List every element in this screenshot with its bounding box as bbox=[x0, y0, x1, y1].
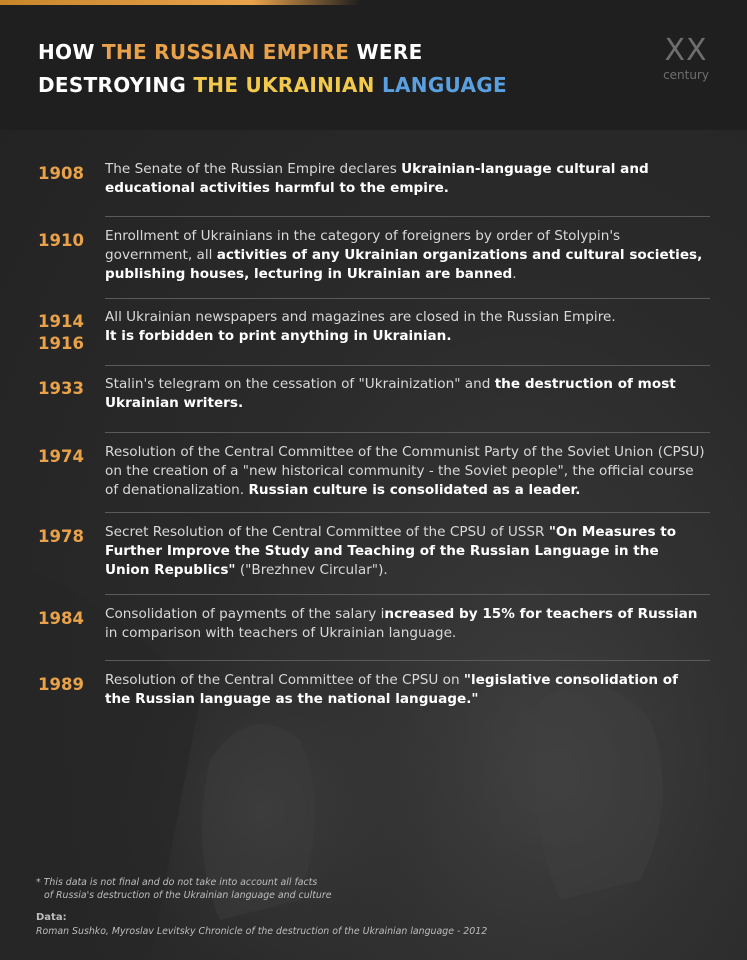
entry-divider bbox=[105, 432, 710, 433]
entry-text: in comparison with teachers of Ukrainian language. bbox=[105, 625, 457, 642]
footnote bbox=[36, 876, 331, 902]
entry-emphasis: activities of any Ukrainian organizations and cultural societies, publishing houses, lecturing in Ukrainian are banned bbox=[105, 247, 703, 283]
year-label: 1978 bbox=[38, 527, 84, 546]
timeline-entry bbox=[38, 523, 705, 581]
year-label: 1910 bbox=[38, 231, 84, 250]
page-title bbox=[38, 36, 507, 102]
data-label: Data: bbox=[36, 912, 67, 923]
entry-emphasis: the destruction of most Ukrainian writers. bbox=[105, 376, 676, 412]
entry-text: All Ukrainian newspapers and magazines are closed in the Russian Empire. bbox=[105, 309, 616, 325]
entry-description bbox=[105, 227, 705, 285]
source-citation: Roman Sushko, Myroslav Levitsky Chronicle of the destruction of the Ukrainian language - 2012 bbox=[36, 926, 488, 937]
century-roman-numeral: XX bbox=[664, 33, 708, 68]
entry-text: The Senate of the Russian Empire declares bbox=[105, 161, 402, 177]
year-label: 1989 bbox=[38, 675, 84, 694]
year-label: 1908 bbox=[38, 164, 84, 183]
entry-divider bbox=[105, 594, 710, 595]
title-text: DESTROYING bbox=[38, 73, 194, 97]
entry-text: Consolidation of payments of the salary i bbox=[105, 606, 385, 622]
entry-text: ("Brezhnev Circular"). bbox=[235, 562, 388, 579]
entry-emphasis: Russian culture is consolidated as a leader. bbox=[248, 482, 581, 499]
entry-emphasis: ncreased by 15% for teachers of Russian bbox=[384, 606, 698, 622]
title-text: HOW bbox=[38, 40, 102, 64]
century-label: century bbox=[663, 68, 709, 82]
entry-emphasis: "legislative consolidation of the Russian language as the national language." bbox=[105, 672, 679, 708]
footnote-line: of Russia's destruction of the Ukrainian language and culture bbox=[44, 890, 332, 901]
entry-text: Stalin's telegram on the cessation of "Ukrainization" and bbox=[105, 376, 495, 392]
entry-emphasis: "On Measures to Further Improve the Study and Teaching of the Russian Language in the Union Republics" bbox=[105, 524, 677, 579]
entry-year bbox=[38, 308, 105, 355]
entry-year bbox=[38, 227, 105, 285]
title-highlight-russian-empire: THE RUSSIAN EMPIRE bbox=[101, 40, 350, 64]
entry-description bbox=[105, 671, 705, 709]
timeline-entry bbox=[38, 671, 705, 709]
timeline-entry bbox=[38, 308, 705, 355]
entry-text: Resolution of the Central Committee of the CPSU on bbox=[105, 672, 464, 688]
entry-year bbox=[38, 671, 105, 709]
year-label: 1974 bbox=[38, 447, 84, 466]
entry-year bbox=[38, 523, 105, 581]
title-highlight-language: LANGUAGE bbox=[374, 73, 507, 97]
entry-divider bbox=[105, 298, 710, 299]
entry-divider bbox=[105, 512, 710, 513]
entry-description bbox=[105, 375, 705, 413]
entry-description bbox=[105, 523, 705, 581]
entry-description bbox=[105, 160, 705, 198]
timeline-entry bbox=[38, 227, 705, 285]
year-label: 1933 bbox=[38, 379, 84, 398]
year-label: 1916 bbox=[38, 334, 84, 353]
entry-emphasis: Ukrainian-language cultural and educational activities harmful to the empire. bbox=[105, 161, 649, 197]
entry-year bbox=[38, 375, 105, 413]
footnote-line: * This data is not final and do not take into account all facts bbox=[36, 877, 318, 888]
title-line-1 bbox=[38, 36, 507, 69]
entry-description bbox=[105, 308, 705, 355]
entry-emphasis: It is forbidden to print anything in Ukrainian. bbox=[105, 328, 452, 345]
entry-divider bbox=[105, 365, 710, 366]
timeline-entry bbox=[38, 375, 705, 413]
entry-text: . bbox=[512, 266, 517, 283]
entry-text: Resolution of the Central Committee of the Communist Party of the Soviet Union (CPSU) on the creation of a "new historical community - the Soviet people", the official course of denationalization. bbox=[105, 444, 705, 499]
century-badge bbox=[663, 34, 709, 82]
year-label: 1984 bbox=[38, 609, 84, 628]
year-label: 1914 bbox=[38, 312, 84, 331]
timeline-entry bbox=[38, 605, 705, 643]
entry-divider bbox=[105, 216, 710, 217]
title-highlight-ukrainian: THE UKRAINIAN bbox=[193, 73, 375, 97]
entry-year bbox=[38, 605, 105, 643]
timeline-entry bbox=[38, 160, 705, 198]
title-line-2 bbox=[38, 69, 507, 102]
entry-text: Enrollment of Ukrainians in the category of foreigners by order of Stolypin's government, all bbox=[105, 228, 621, 264]
accent-bar bbox=[0, 0, 360, 5]
entry-description bbox=[105, 443, 705, 501]
entry-description bbox=[105, 605, 705, 643]
title-text: WERE bbox=[349, 40, 423, 64]
entry-year bbox=[38, 160, 105, 198]
timeline-entry bbox=[38, 443, 705, 501]
entry-text: Secret Resolution of the Central Committee of the CPSU of USSR bbox=[105, 524, 549, 540]
entry-year bbox=[38, 443, 105, 501]
entry-divider bbox=[105, 660, 710, 661]
